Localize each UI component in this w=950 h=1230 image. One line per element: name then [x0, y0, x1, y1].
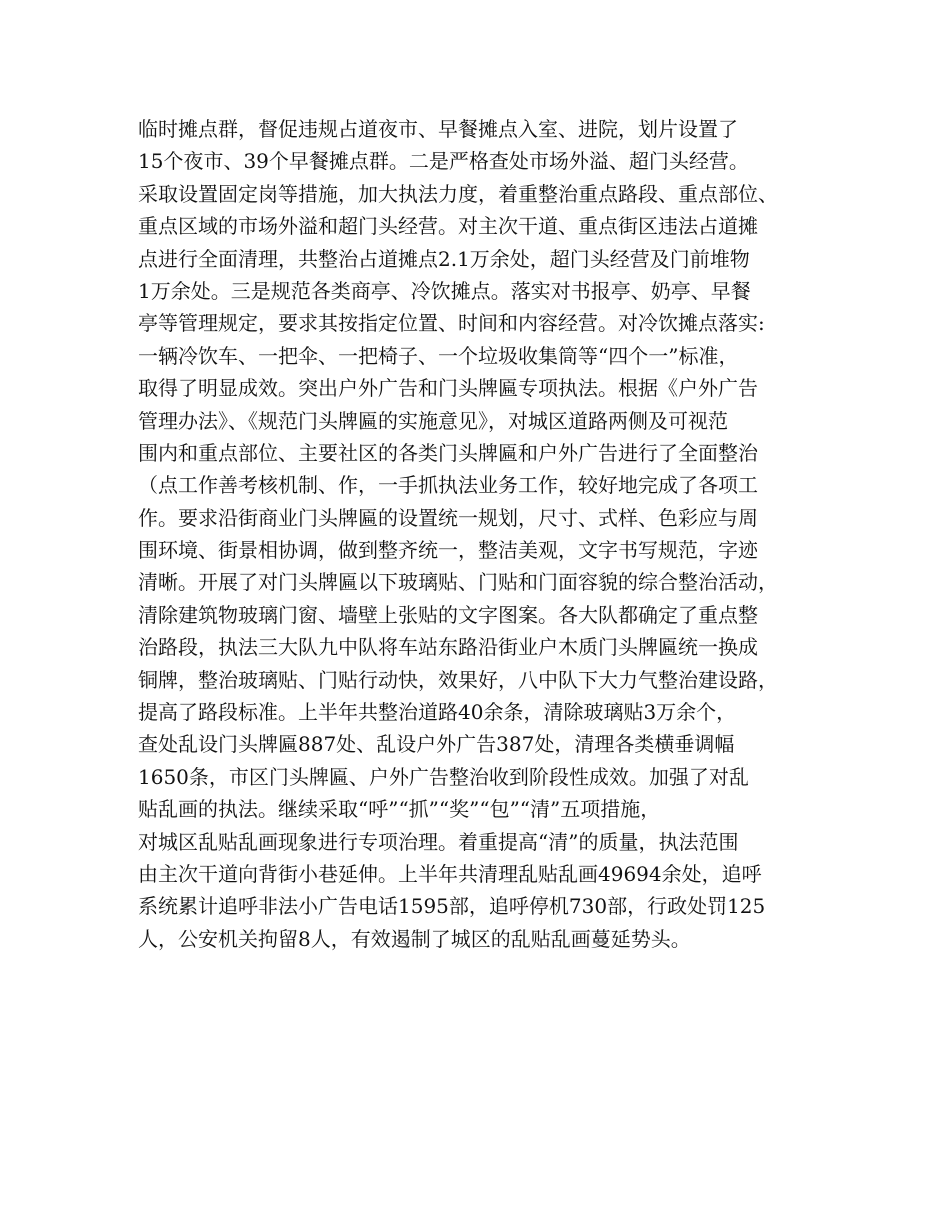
text-line: 1650条，市区门头牌匾、户外广告整治收到阶段性成效。加强了对乱	[138, 764, 749, 789]
text-line: 清除建筑物玻璃门窗、墙壁上张贴的文字图案。各大队都确定了重点整	[138, 602, 758, 627]
text-line: 管理办法》、《规范门头牌匾的实施意见》，对城区道路两侧及可视范	[138, 408, 728, 433]
text-line: 重点区域的市场外溢和超门头经营。对主次干道、重点街区违法占道摊	[138, 214, 758, 239]
text-line: 作。要求沿街商业门头牌匾的设置统一规划，尺寸、式样、色彩应与周	[138, 505, 758, 530]
text-line: 15个夜市、39个早餐摊点群。二是严格查处市场外溢、超门头经营。	[138, 149, 749, 174]
text-line: 贴乱画的执法。继续采取“呼”“抓”“奖”“包”“清”五项措施，	[138, 797, 661, 822]
text-line: 对城区乱贴乱画现象进行专项治理。着重提高“清”的质量，执法范围	[138, 829, 739, 854]
text-line: 由主次干道向背街小巷延伸。上半年共清理乱贴乱画49694余处，追呼	[138, 861, 762, 886]
text-line: （点工作善考核机制、作，一手抓执法业务工作，较好地完成了各项工	[138, 473, 758, 498]
text-line: 亭等管理规定，要求其按指定位置、时间和内容经营。对冷饮摊点落实:	[138, 311, 765, 336]
text-line: 取得了明显成效。突出户外广告和门头牌匾专项执法。根据《户外广告	[138, 376, 758, 401]
text-line: 1万余处。三是规范各类商亭、冷饮摊点。落实对书报亭、奶亭、早餐	[138, 278, 751, 303]
text-line: 围内和重点部位、主要社区的各类门头牌匾和户外广告进行了全面整治	[138, 440, 758, 465]
body-paragraph	[138, 113, 838, 955]
text-line: 点进行全面清理，共整治占道摊点2.1万余处，超门头经营及门前堆物	[138, 246, 750, 271]
text-line: 治路段，执法三大队九中队将车站东路沿街业户木质门头牌匾统一换成	[138, 635, 758, 660]
text-line: 提高了路段标准。上半年共整治道路40余条，清除玻璃贴3万余个，	[138, 700, 737, 725]
text-line: 采取设置固定岗等措施，加大执法力度，着重整治重点路段、重点部位、	[138, 181, 778, 206]
text-line: 清晰。开展了对门头牌匾以下玻璃贴、门贴和门面容貌的综合整治活动，	[138, 570, 778, 595]
text-line: 查处乱设门头牌匾887处、乱设户外广告387处，清理各类横垂调幅	[138, 732, 735, 757]
text-line: 铜牌，整治玻璃贴、门贴行动快，效果好，八中队下大力气整治建设路，	[138, 667, 778, 692]
text-line: 一辆冷饮车、一把伞、一把椅子、一个垃圾收集筒等“四个一”标准，	[138, 343, 739, 368]
text-line: 系统累计追呼非法小广告电话1595部，追呼停机730部，行政处罚125	[138, 894, 766, 919]
text-line: 人，公安机关拘留8人，有效遏制了城区的乱贴乱画蔓延势头。	[138, 926, 691, 951]
text-line: 临时摊点群，督促违规占道夜市、早餐摊点入室、进院，划片设置了	[138, 117, 738, 141]
text-line: 围环境、街景相协调，做到整齐统一，整洁美观，文字书写规范，字迹	[138, 538, 758, 563]
